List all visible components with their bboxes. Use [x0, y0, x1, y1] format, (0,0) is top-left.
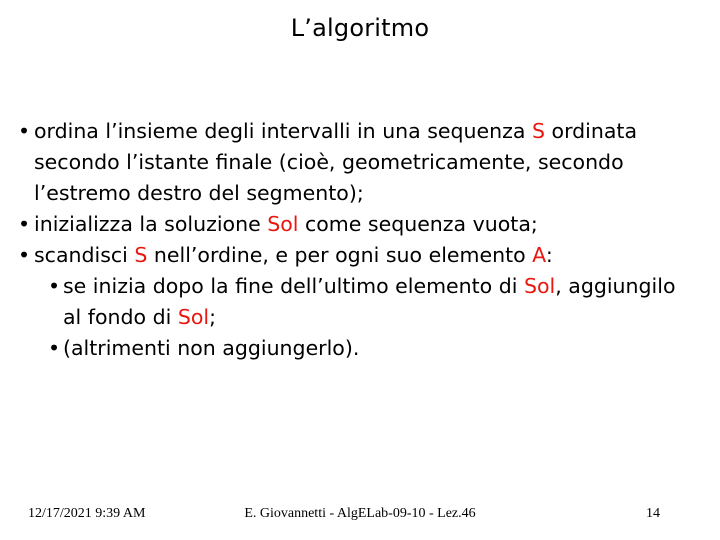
sub-bullet-item-skip — [48, 333, 698, 364]
item-text: come sequenza vuota; — [298, 212, 538, 236]
bullet-icon: • — [48, 336, 61, 360]
sub-bullet-item-append — [48, 271, 698, 333]
item-text: scandisci — [34, 243, 135, 267]
solution-var: Sol — [523, 274, 556, 298]
bullet-icon: • — [18, 119, 31, 143]
slide-title: L’algoritmo — [290, 14, 430, 42]
item-text: nell’ordine, e per ogni suo elemento — [147, 243, 533, 267]
sequence-var: S — [134, 243, 148, 267]
solution-var: Sol — [267, 212, 299, 236]
solution-var: Sol — [177, 305, 210, 329]
bullet-icon: • — [18, 212, 31, 236]
item-text: , aggiungilo al fondo di — [63, 274, 676, 329]
bullet-item-scan — [18, 240, 698, 271]
item-text: ordina l’insieme degli intervalli in una sequenza — [34, 119, 532, 143]
item-text: ; — [209, 305, 217, 329]
item-text: inizializza la soluzione — [34, 212, 268, 236]
element-var: A — [532, 243, 546, 267]
bullet-item-sort — [18, 116, 698, 209]
item-text: : — [545, 243, 553, 267]
bullet-item-init — [18, 209, 698, 240]
bullet-icon: • — [18, 243, 31, 267]
item-text: ordinata secondo l’istante finale (cioè, geometricamente, secondo l’estremo destro del segmento); — [34, 119, 638, 205]
footer-date: 12/17/2021 9:39 AM — [28, 506, 146, 521]
bullet-icon: • — [48, 274, 61, 298]
sequence-var: S — [532, 119, 546, 143]
slide-body — [18, 116, 698, 364]
footer-page-number: 14 — [646, 506, 660, 521]
item-text: (altrimenti non aggiungerlo). — [63, 336, 360, 360]
item-text: se inizia dopo la fine dell’ultimo elemento di — [63, 274, 524, 298]
footer-author: E. Giovannetti - AlgELab-09-10 - Lez.46 — [244, 506, 476, 521]
